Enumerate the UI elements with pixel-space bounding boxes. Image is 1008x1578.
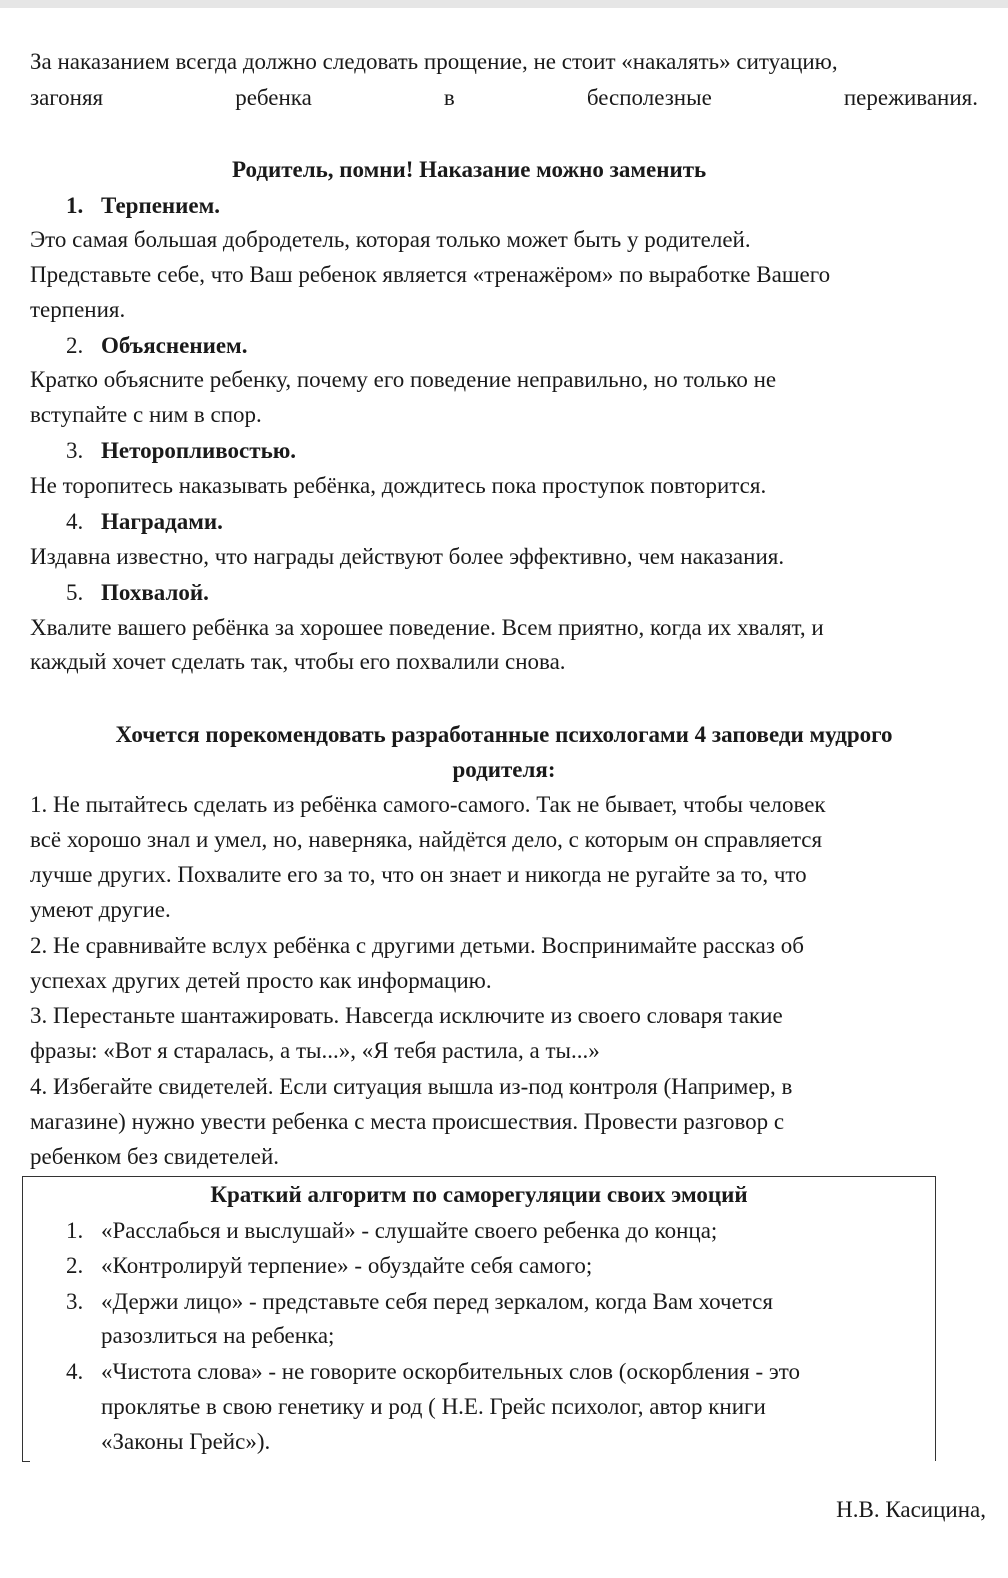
intro-word: бесполезные — [586, 85, 712, 110]
item-text-line: терпения. — [30, 297, 126, 322]
algorithm-item-number: 1. — [66, 1218, 84, 1243]
intro-word: ребенка — [235, 85, 312, 110]
algorithm-item-number: 4. — [66, 1359, 84, 1384]
algorithm-item-text: проклятье в свою генетику и род ( Н.Е. Грейс психолог, автор книги — [101, 1394, 766, 1419]
commandment-line: 1. Не пытайтесь сделать из ребёнка самого-самого. Так не бывает, чтобы человек — [30, 792, 826, 817]
algorithm-item-text: «Держи лицо» - представьте себя перед зеркалом, когда Вам хочется — [101, 1289, 773, 1314]
item-number: 5. — [66, 580, 84, 605]
item-text-line: Издавна известно, что награды действуют более эффективно, чем наказания. — [30, 544, 785, 569]
algorithm-item-text: «Контролируй терпение» - обуздайте себя самого; — [101, 1253, 593, 1278]
item-text-line: Не торопитесь наказывать ребёнка, дождитесь пока проступок повторится. — [30, 473, 767, 498]
item-text-line: Это самая большая добродетель, которая только может быть у родителей. — [30, 227, 751, 252]
commandment-line: всё хорошо знал и умел, но, наверняка, найдётся дело, с которым он справляется — [30, 827, 823, 852]
item-number: 3. — [66, 438, 84, 463]
top-strip — [0, 0, 1008, 8]
commandment-line: успехах других детей просто как информацию. — [30, 968, 492, 993]
intro-line-1: За наказанием всегда должно следовать прощение, не стоит «накалять» ситуацию, — [30, 49, 838, 74]
intro-word: переживания. — [843, 85, 978, 110]
item-text-line: вступайте с ним в спор. — [30, 402, 262, 427]
item-text-line: Хвалите вашего ребёнка за хорошее поведение. Всем приятно, когда их хвалят, и — [30, 615, 824, 640]
commandment-line: магазине) нужно увести ребенка с места происшествия. Провести разговор с — [30, 1109, 785, 1134]
algorithm-item-text: «Чистота слова» - не говорите оскорбительных слов (оскорбления - это — [101, 1359, 801, 1384]
commandment-line: ребенком без свидетелей. — [30, 1144, 280, 1169]
item-text-line: каждый хочет сделать так, чтобы его похвалили снова. — [30, 649, 566, 674]
intro-line-2 — [30, 81, 978, 115]
commandment-line: фразы: «Вот я старалась, а ты...», «Я тебя растила, а ты...» — [30, 1038, 600, 1063]
commandment-line: умеют другие. — [30, 897, 171, 922]
item-title: Похвалой. — [101, 580, 209, 605]
item-number: 1. — [66, 193, 84, 218]
algorithm-item-number: 2. — [66, 1253, 84, 1278]
commandment-line: 2. Не сравнивайте вслух ребёнка с другими детьми. Воспринимайте рассказ об — [30, 933, 804, 958]
commandment-line: 3. Перестаньте шантажировать. Навсегда исключите из своего словаря такие — [30, 1003, 783, 1028]
author-signature: Н.В. Касицина, — [836, 1497, 986, 1522]
algorithm-item-text: разозлиться на ребенка; — [101, 1323, 335, 1348]
section-heading-commandments: Хочется порекомендовать разработанные психологами 4 заповеди мудрого — [115, 722, 893, 747]
item-title: Терпением. — [101, 193, 221, 218]
intro-word: загоняя — [30, 85, 104, 110]
algorithm-item-number: 3. — [66, 1289, 84, 1314]
commandment-line: 4. Избегайте свидетелей. Если ситуация вышла из-под контроля (Например, в — [30, 1074, 793, 1099]
item-text-line: Представьте себе, что Ваш ребенок является «тренажёром» по выработке Вашего — [30, 262, 831, 287]
algorithm-item-text: «Законы Грейс»). — [101, 1429, 271, 1454]
algorithm-item-text: «Расслабься и выслушай» - слушайте своего ребенка до конца; — [101, 1218, 718, 1243]
item-title: Наградами. — [101, 509, 223, 534]
item-number: 2. — [66, 333, 84, 358]
section-heading-replace: Родитель, помни! Наказание можно заменить — [232, 157, 707, 182]
item-text-line: Кратко объясните ребенку, почему его поведение неправильно, но только не — [30, 367, 777, 392]
intro-word: в — [443, 85, 455, 110]
algorithm-box-corner — [22, 1461, 30, 1462]
section-heading-commandments-cont: родителя: — [452, 757, 556, 782]
algorithm-heading: Краткий алгоритм по саморегуляции своих эмоций — [210, 1182, 748, 1207]
item-number: 4. — [66, 509, 84, 534]
commandment-line: лучше других. Похвалите его за то, что он знает и никогда не ругайте за то, что — [30, 862, 807, 887]
item-title: Объяснением. — [101, 333, 248, 358]
item-title: Неторопливостью. — [101, 438, 297, 463]
